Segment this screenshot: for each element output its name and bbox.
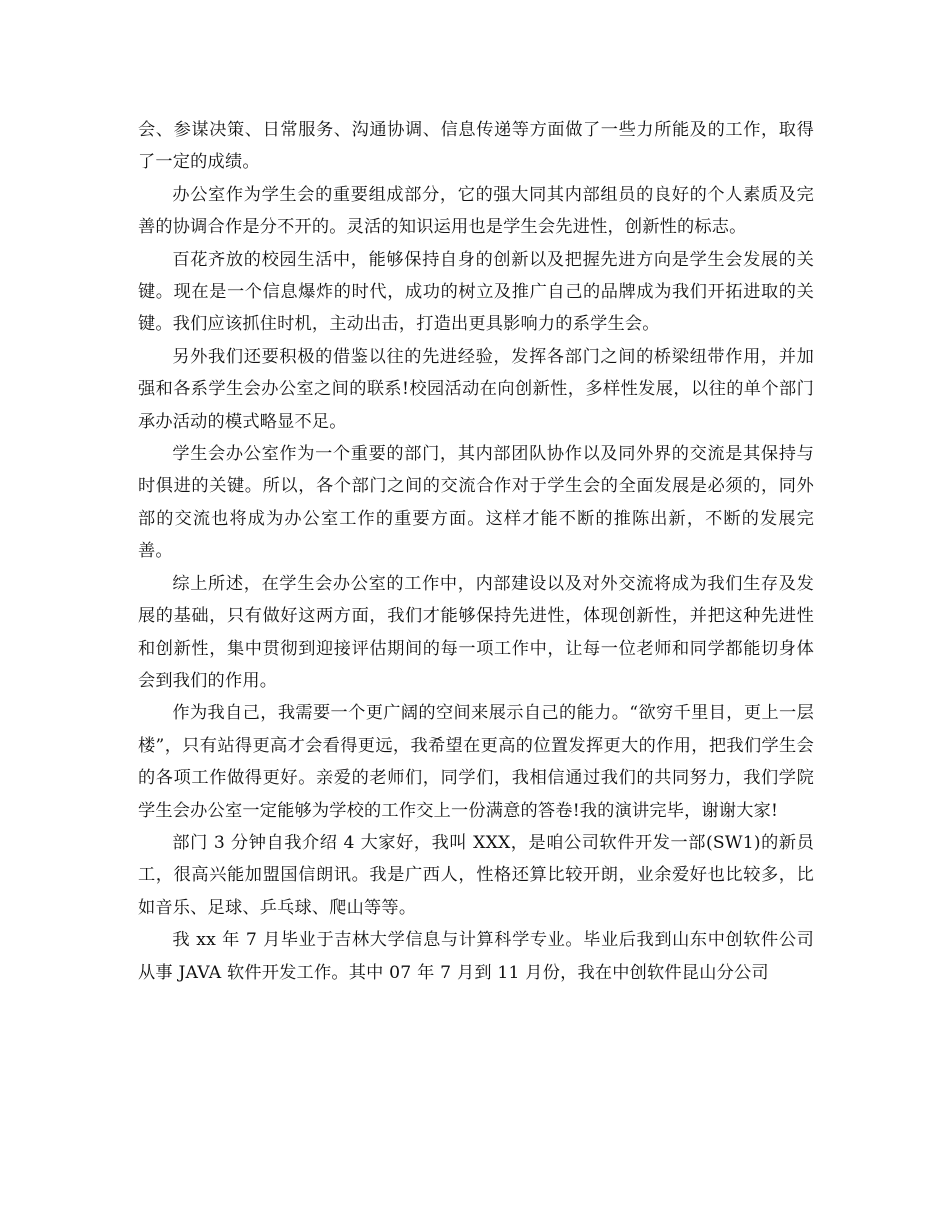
paragraph-2: 办公室作为学生会的重要组成部分，它的强大同其内部组员的良好的个人素质及完善的协调合作是分不开的。灵活的知识运用也是学生会先进性，创新性的标志。 — [138, 184, 814, 238]
paragraph-5: 学生会办公室作为一个重要的部门，其内部团队协作以及同外界的交流是其保持与时俱进的关键。所以，各个部门之间的交流合作对于学生会的全面发展是必须的，同外部的交流也将成为办公室工作的重要方面。这样才能不断的推陈出新，不断的发展完善。 — [138, 444, 814, 562]
document-body — [138, 114, 814, 989]
paragraph-6: 综上所述，在学生会办公室的工作中，内部建设以及对外交流将成为我们生存及发展的基础，只有做好这两方面，我们才能够保持先进性，体现创新性，并把这种先进性和创新性，集中贯彻到迎接评估期间的每一项工作中，让每一位老师和同学都能切身体会到我们的作用。 — [138, 573, 814, 691]
paragraph-9: 我 xx 年 7 月毕业于吉林大学信息与计算科学专业。毕业后我到山东中创软件公司从事 JAVA 软件开发工作。其中 07 年 7 月到 11 月份，我在中创软件昆山分公司 — [138, 930, 814, 983]
paragraph-8: 部门 3 分钟自我介绍 4 大家好，我叫 XXX，是咱公司软件开发一部(SW1)的新员工，很高兴能加盟国信朗讯。我是广西人，性格还算比较开朗，业余爱好也比较多，比如音乐、足球、乒乓球、爬山等等。 — [138, 832, 814, 918]
paragraph-3: 百花齐放的校园生活中，能够保持自身的创新以及把握先进方向是学生会发展的关键。现在是一个信息爆炸的时代，成功的树立及推广自己的品牌成为我们开拓进取的关键。我们应该抓住时机，主动出击，打造出更具影响力的系学生会。 — [138, 249, 814, 335]
paragraph-1: 会、参谋决策、日常服务、沟通协调、信息传递等方面做了一些力所能及的工作，取得了一定的成绩。 — [138, 120, 814, 173]
paragraph-4: 另外我们还要积极的借鉴以往的先进经验，发挥各部门之间的桥梁纽带作用，并加强和各系学生会办公室之间的联系!校园活动在向创新性，多样性发展，以往的单个部门承办活动的模式略显不足。 — [138, 346, 814, 432]
paragraph-7: 作为我自己，我需要一个更广阔的空间来展示自己的能力。“欲穷千里目，更上一层楼”，只有站得更高才会看得更远，我希望在更高的位置发挥更大的作用，把我们学生会的各项工作做得更好。亲爱的老师们，同学们，我相信通过我们的共同努力，我们学院学生会办公室一定能够为学校的工作交上一份满意的答卷!我的演讲完毕，谢谢大家! — [138, 703, 814, 821]
